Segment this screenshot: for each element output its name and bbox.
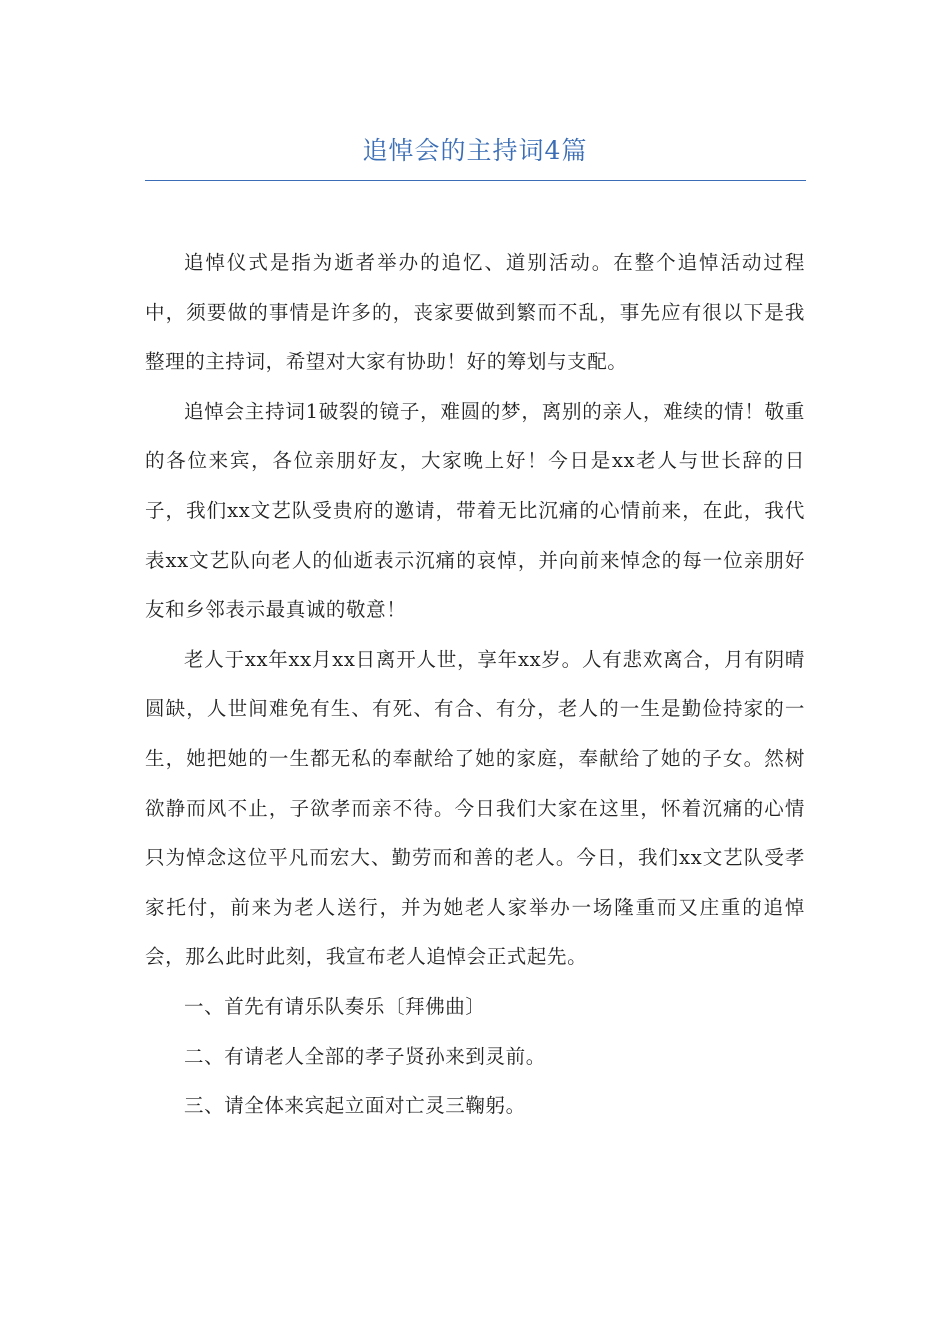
title-underline: [145, 180, 806, 181]
list-item-step-1: 一、首先有请乐队奏乐〔拜佛曲〕: [184, 994, 486, 1018]
paragraph-intro: 追悼仪式是指为逝者举办的追忆、道别活动。在整个追悼活动过程中，须要做的事情是许多的，丧家要做到繁而不乱，事先应有很以下是我整理的主持词，希望对大家有协助！好的筹划与支配。: [145, 251, 805, 374]
paragraph-speech-opening: 追悼会主持词1破裂的镜子，难圆的梦，离别的亲人，难续的情！敬重的各位来宾，各位亲朋好友，大家晚上好！今日是xx老人与世长辞的日子，我们xx文艺队受贵府的邀请，带着无比沉痛的心情前来，在此，我代表xx文艺队向老人的仙逝表示沉痛的哀悼，并向前来悼念的每一位亲朋好友和乡邻表示最真诚的敬意！: [145, 399, 805, 622]
list-item-step-2: 二、有请老人全部的孝子贤孙来到灵前。: [184, 1044, 546, 1068]
document-body: [145, 238, 805, 1131]
paragraph-eulogy: 老人于xx年xx月xx日离开人世，享年xx岁。人有悲欢离合，月有阴晴圆缺，人世间难免有生、有死、有合、有分，老人的一生是勤俭持家的一生，她把她的一生都无私的奉献给了她的家庭，奉献给了她的子女。然树欲静而风不止，子欲孝而亲不待。今日我们大家在这里，怀着沉痛的心情只为悼念这位平凡而宏大、勤劳而和善的老人。今日，我们xx文艺队受孝家托付，前来为老人送行，并为她老人家举办一场隆重而又庄重的追悼会，那么此时此刻，我宣布老人追悼会正式起先。: [145, 647, 805, 969]
document-title: 追悼会的主持词4篇: [362, 136, 588, 165]
list-item-step-3: 三、请全体来宾起立面对亡灵三鞠躬。: [184, 1094, 526, 1118]
